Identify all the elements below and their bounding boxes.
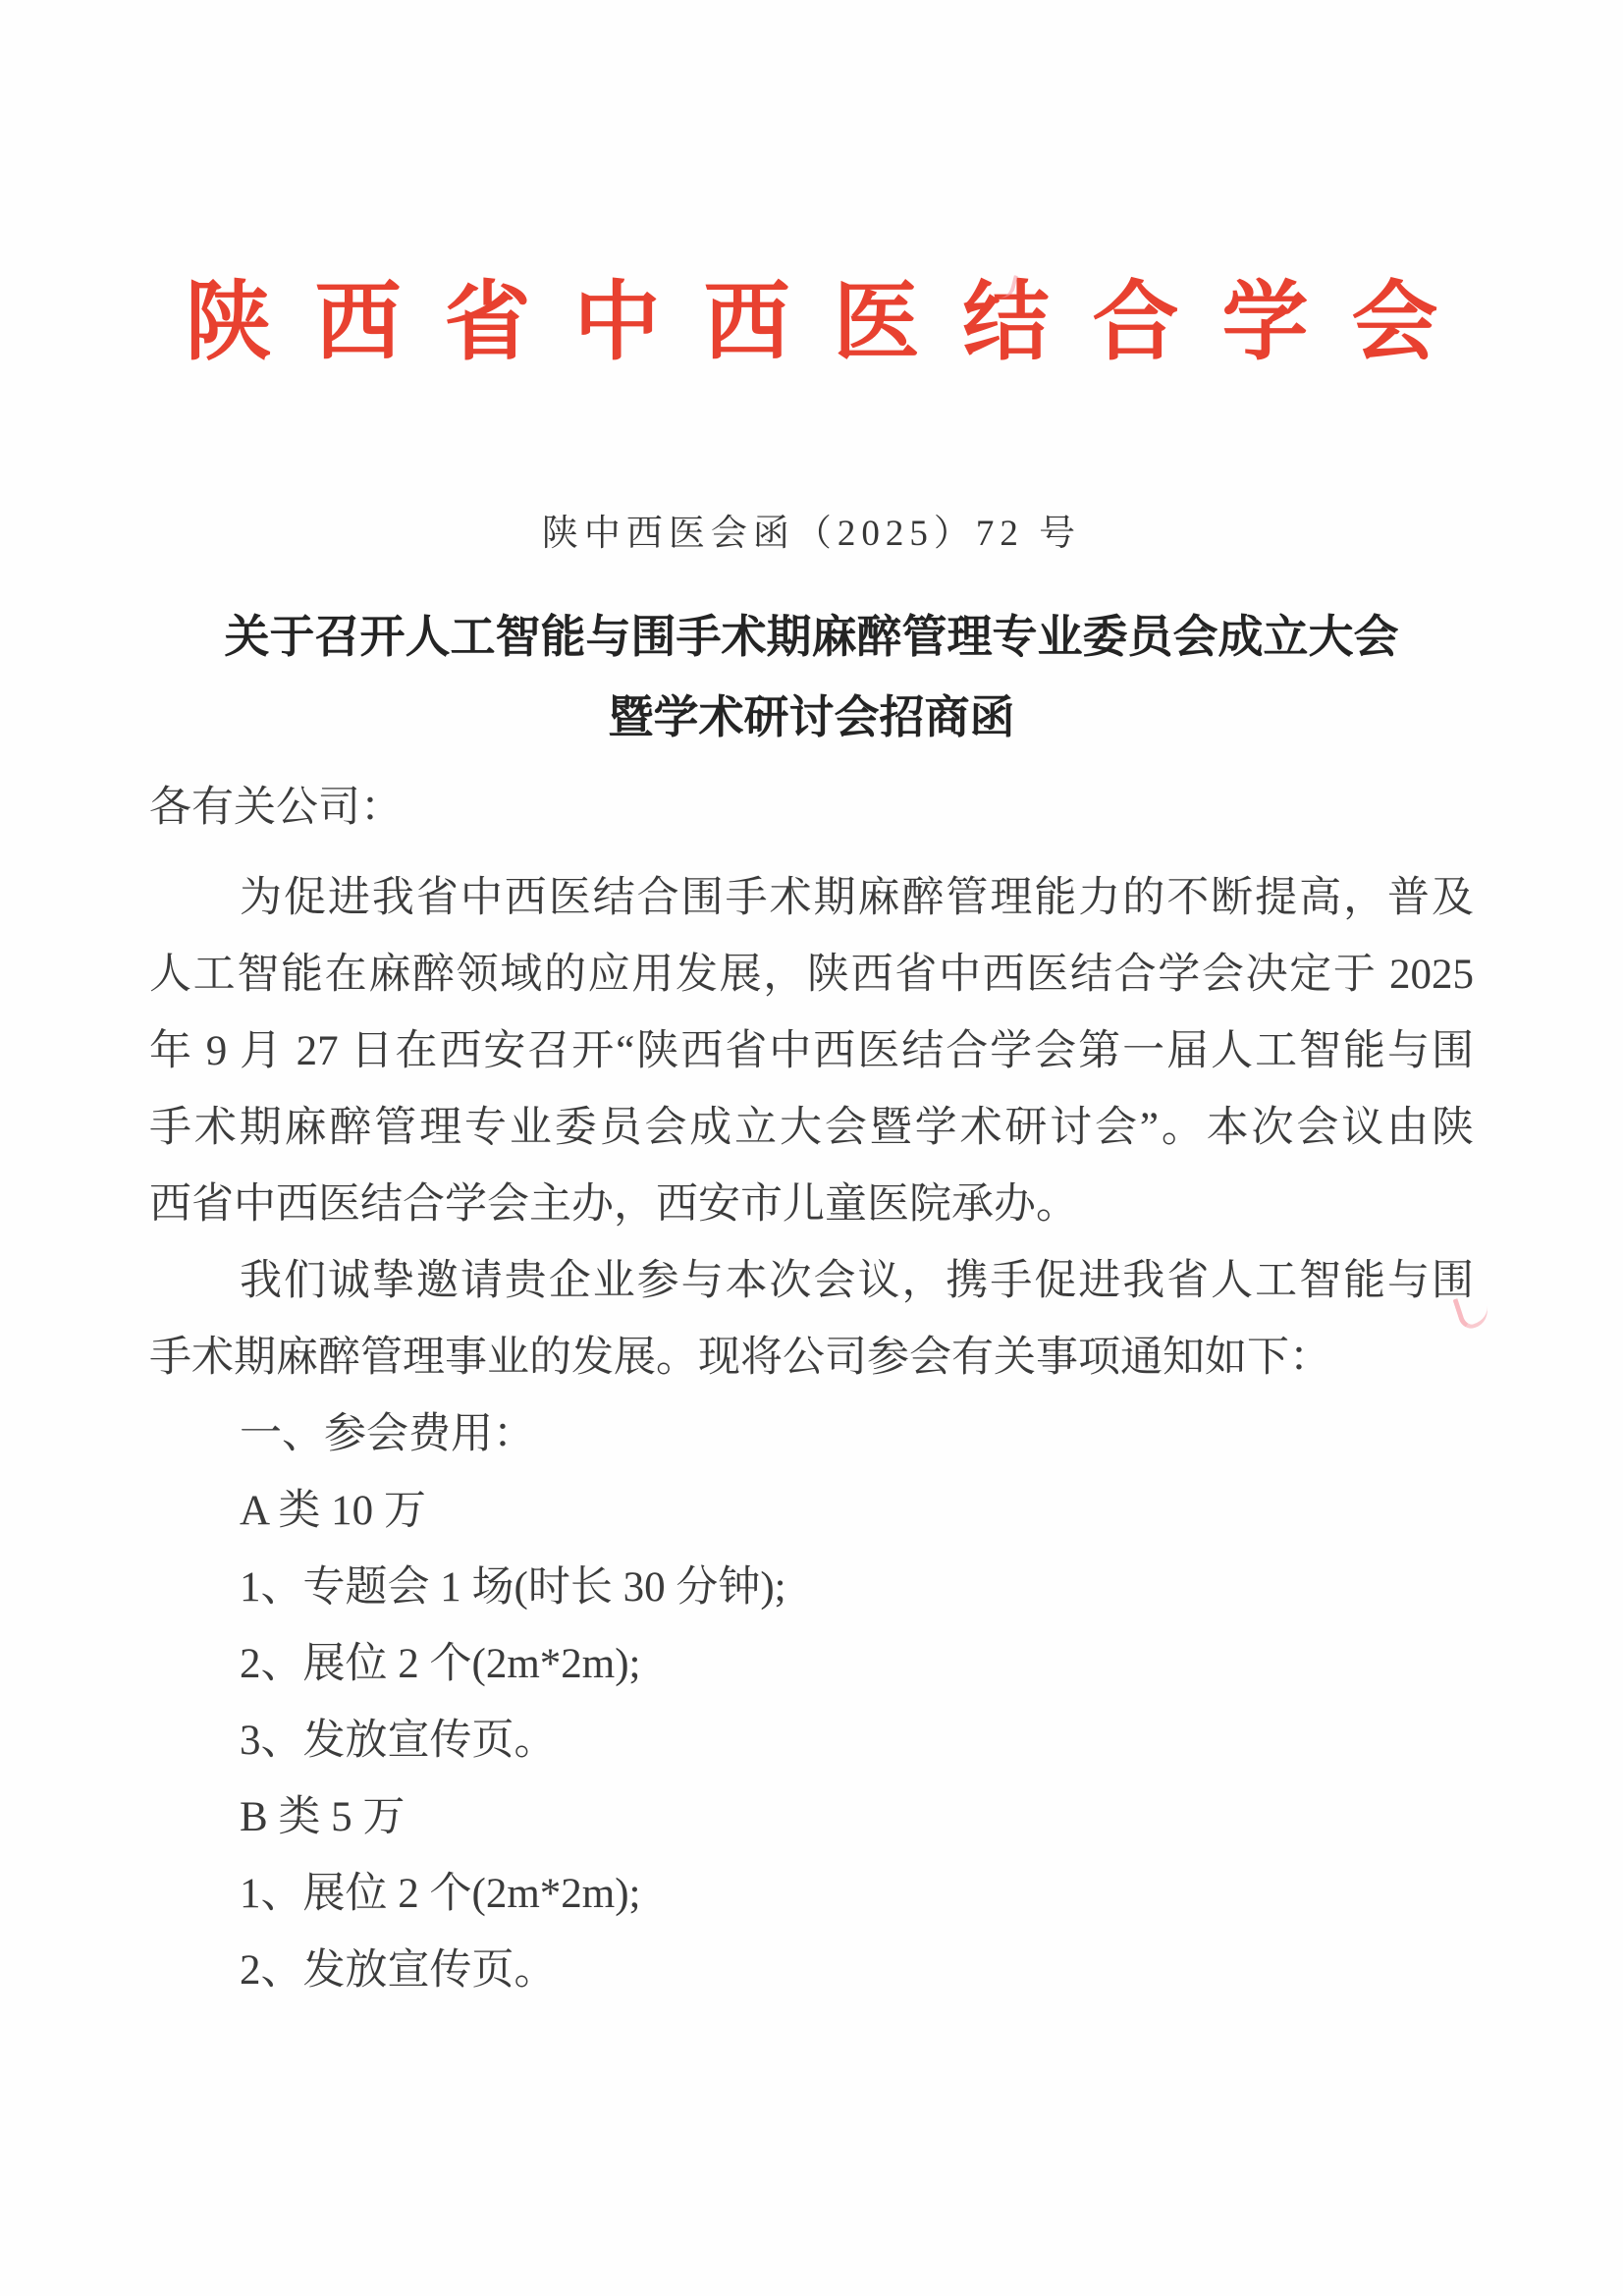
fee-list (149, 1396, 1474, 2009)
letter-subject (0, 597, 1623, 758)
paragraph-2-line-2: 手术期麻醉管理事业的发展。现将公司参会有关事项通知如下： (149, 1335, 1331, 1381)
list-item-a-3: 3、发放宣传页。 (240, 1718, 557, 1764)
list-item-b-1: 1、展位 2 个(2m*2m); (240, 1871, 641, 1917)
subject-line-1: 关于召开人工智能与围手术期麻醉管理专业委员会成立大会 (224, 612, 1399, 662)
list-item-class-a: A 类 10 万 (240, 1488, 426, 1534)
paragraph-2-line-1: 我们诚挚邀请贵企业参与本次会议，携手促进我省人工智能与围 (240, 1258, 1474, 1304)
subject-line-2: 暨学术研讨会招商函 (608, 692, 1015, 742)
paragraph-1-line-1: 为促进我省中西医结合围手术期麻醉管理能力的不断提高，普及 (240, 875, 1474, 921)
paragraph-1-line-4: 手术期麻醉管理专业委员会成立大会暨学术研讨会”。本次会议由陕 (149, 1105, 1474, 1151)
paragraph-1-line-5: 西省中西医结合学会主办，西安市儿童医院承办。 (149, 1181, 1078, 1228)
paragraph-1-line-2: 人工智能在麻醉领域的应用发展，陕西省中西医结合学会决定于 2025 (149, 952, 1474, 998)
document-reference-number: 陕中西医会函（2025）72 号 (541, 514, 1082, 554)
salutation: 各有关公司： (149, 785, 403, 831)
paragraph-1-line-3: 年 9 月 27 日在西安召开“陕西省中西医结合学会第一届人工智能与围 (149, 1028, 1474, 1074)
list-item-a-1: 1、专题会 1 场(时长 30 分钟); (240, 1564, 786, 1611)
organization-title: 陕西省中西医结合学会 (185, 276, 1482, 371)
paragraph-2 (149, 1243, 1474, 1396)
list-item-a-2: 2、展位 2 个(2m*2m); (240, 1641, 641, 1687)
list-item-b-2: 2、发放宣传页。 (240, 1947, 557, 1994)
letter-body (149, 770, 1474, 2009)
list-item-section-heading: 一、参会费用： (240, 1411, 535, 1457)
list-item-class-b: B 类 5 万 (240, 1794, 406, 1840)
paragraph-1 (149, 860, 1474, 1243)
